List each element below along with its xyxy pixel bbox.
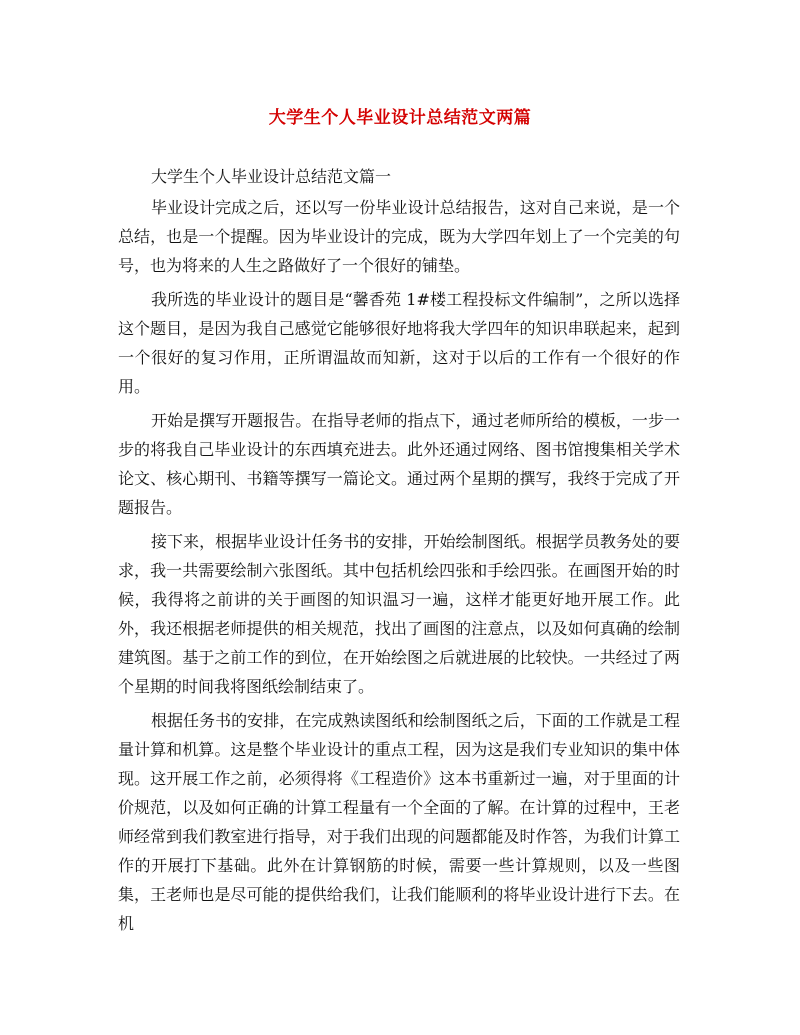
paragraph-2: 我所选的毕业设计的题目是“馨香苑 1#楼工程投标文件编制”，之所以选择这个题目，是因为我自己感觉它能够很好地将我大学四年的知识串联起来，起到一个很好的复习作用，正所谓温故而知新，这对于以后的工作有一个很好的作用。 — [118, 290, 680, 396]
paragraph-4: 接下来，根据毕业设计任务书的安排，开始绘制图纸。根据学员教务处的要求，我一共需要绘制六张图纸。其中包括机绘四张和手绘四张。在画图开始的时候，我得将之前讲的关于画图的知识温习一遍，这样才能更好地开展工作。此外，我还根据老师提供的相关规范，找出了画图的注意点，以及如何真确的绘制建筑图。基于之前工作的到位，在开始绘图之后就进展的比较快。一共经过了两个星期的时间我将图纸绘制结束了。 — [118, 532, 680, 696]
section-heading: 大学生个人毕业设计总结范文篇一 — [151, 167, 392, 186]
paragraph-1: 毕业设计完成之后，还以写一份毕业设计总结报告，这对自己来说，是一个总结，也是一个提醒。因为毕业设计的完成，既为大学四年划上了一个完美的句号，也为将来的人生之路做好了一个很好的铺垫。 — [118, 198, 680, 275]
paragraph-3: 开始是撰写开题报告。在指导老师的指点下，通过老师所给的模板，一步一步的将我自己毕业设计的东西填充进去。此外还通过网络、图书馆搜集相关学术论文、核心期刊、书籍等撰写一篇论文。通过两个星期的撰写，我终于完成了开题报告。 — [118, 411, 680, 517]
document-title: 大学生个人毕业设计总结范文两篇 — [268, 108, 532, 128]
document-body — [118, 162, 680, 943]
paragraph-5: 根据任务书的安排，在完成熟读图纸和绘制图纸之后，下面的工作就是工程量计算和机算。这是整个毕业设计的重点工程，因为这是我们专业知识的集中体现。这开展工作之前，必须得将《工程造价》这本书重新过一遍，对于里面的计价规范，以及如何正确的计算工程量有一个全面的了解。在计算的过程中，王老师经常到我们教室进行指导，对于我们出现的问题都能及时作答，为我们计算工作的开展打下基础。此外在计算钢筋的时候，需要一些计算规则，以及一些图集，王老师也是尽可能的提供给我们，让我们能顺利的将毕业设计进行下去。在机 — [118, 711, 680, 933]
